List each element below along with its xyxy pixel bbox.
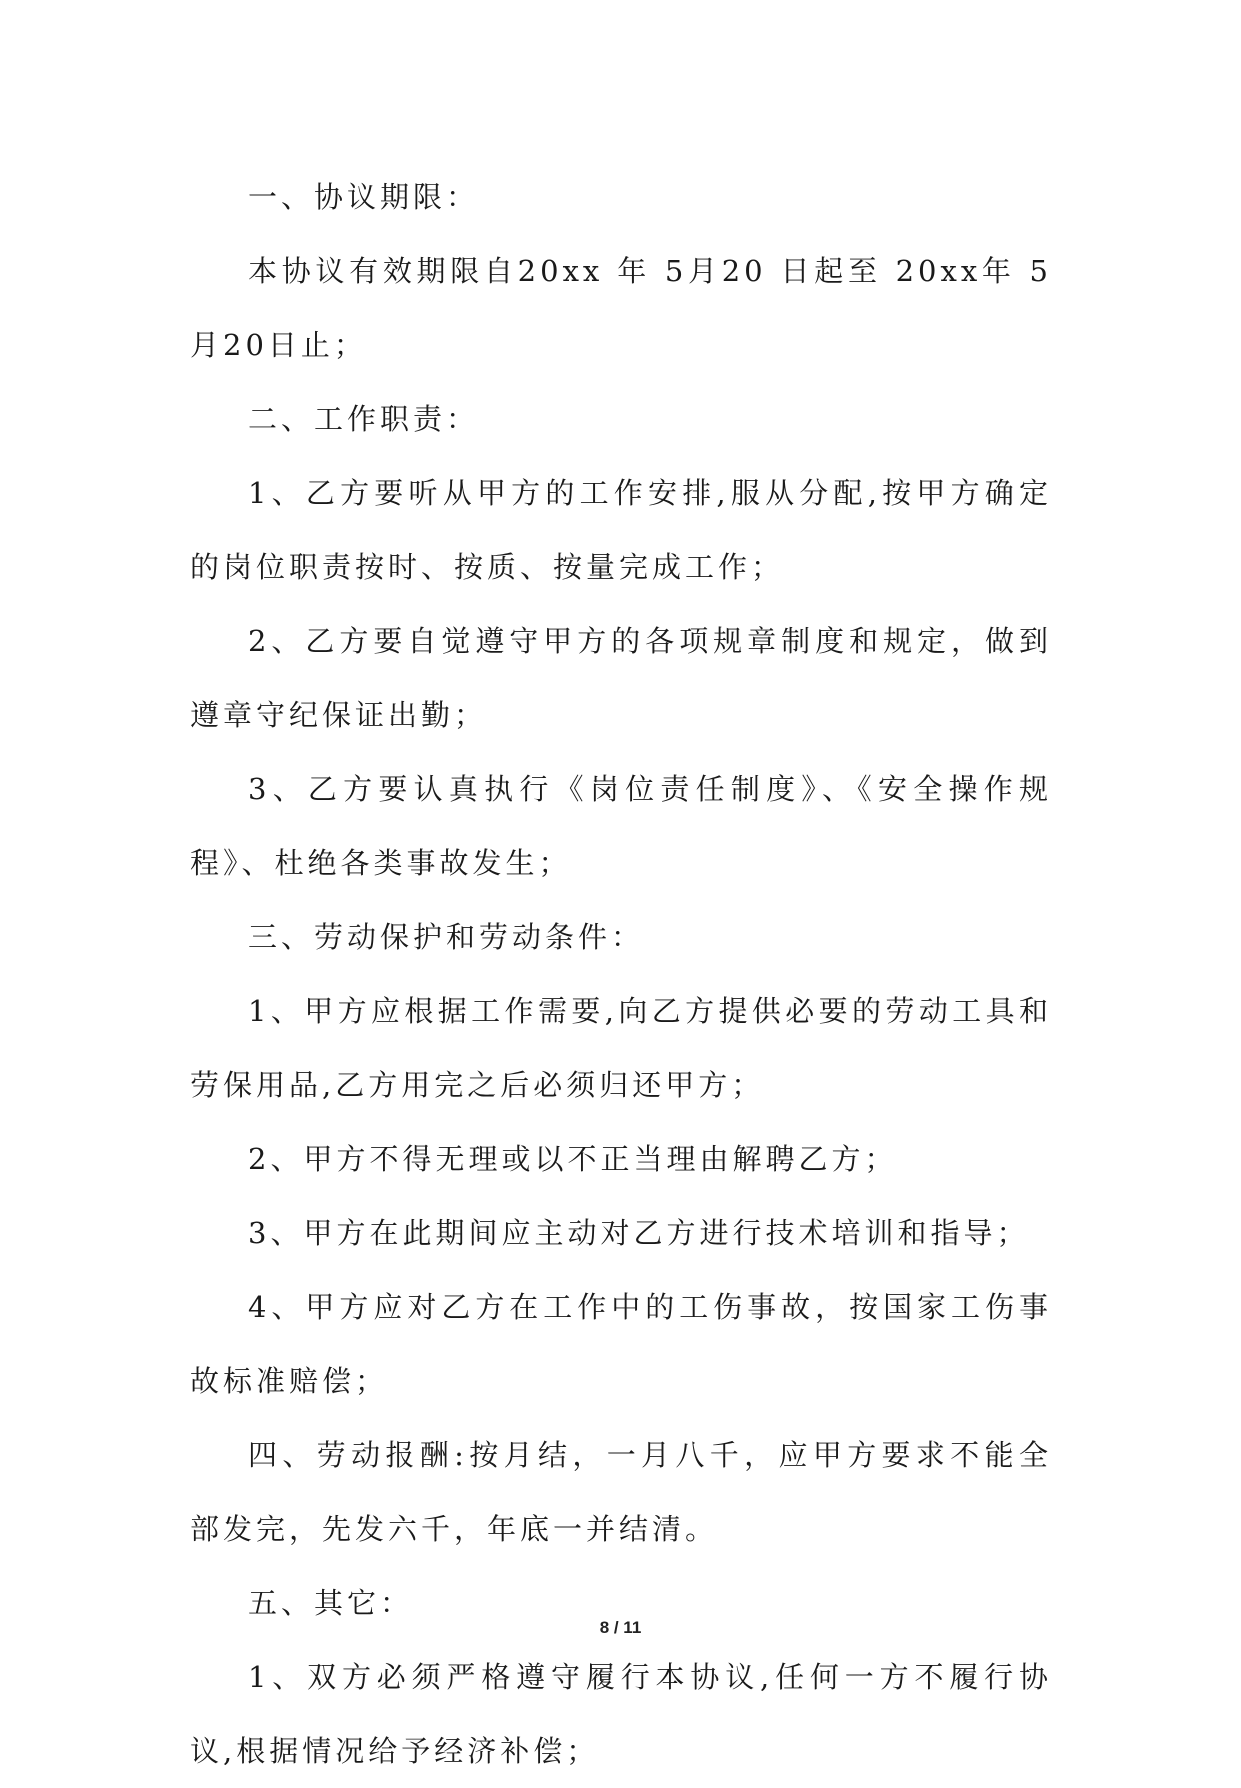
- paragraph-duty-2: 2、乙方要自觉遵守甲方的各项规章制度和规定，做到遵章守纪保证出勤；: [190, 624, 1052, 732]
- paragraph-protection-3: 3、甲方在此期间应主动对乙方进行技术培训和指导；: [248, 1216, 1030, 1250]
- paragraph-protection-1: 1、甲方应根据工作需要,向乙方提供必要的劳动工具和劳保用品,乙方用完之后必须归还甲方；: [190, 994, 1052, 1102]
- section-heading-other: 五、其它：: [248, 1586, 414, 1620]
- section-heading-protection: 三、劳动保护和劳动条件：: [248, 920, 645, 954]
- paragraph-duty-1: 1、乙方要听从甲方的工作安排,服从分配,按甲方确定的岗位职责按时、按质、按量完成工作；: [190, 476, 1052, 584]
- paragraph-remuneration: 四、劳动报酬:按月结，一月八千，应甲方要求不能全部发完，先发六千，年底一并结清。: [190, 1438, 1052, 1546]
- paragraph-protection-4: 4、甲方应对乙方在工作中的工伤事故，按国家工伤事故标准赔偿；: [190, 1290, 1052, 1398]
- paragraph-duty-3: 3、乙方要认真执行《岗位责任制度》、《安全操作规程》、杜绝各类事故发生；: [190, 772, 1052, 880]
- paragraph-protection-2: 2、甲方不得无理或以不正当理由解聘乙方；: [248, 1142, 898, 1176]
- paragraph-term-period: 本协议有效期限自20xx 年 5月20 日起至 20xx年 5月20日止；: [190, 254, 1052, 362]
- section-heading-duties: 二、工作职责：: [248, 402, 480, 436]
- document-body: [190, 160, 1052, 1788]
- paragraph-other-1: 1、双方必须严格遵守履行本协议,任何一方不履行协议,根据情况给予经济补偿；: [190, 1660, 1052, 1768]
- page-number: 8 / 11: [599, 1618, 642, 1637]
- section-heading-term: 一、协议期限：: [248, 180, 480, 214]
